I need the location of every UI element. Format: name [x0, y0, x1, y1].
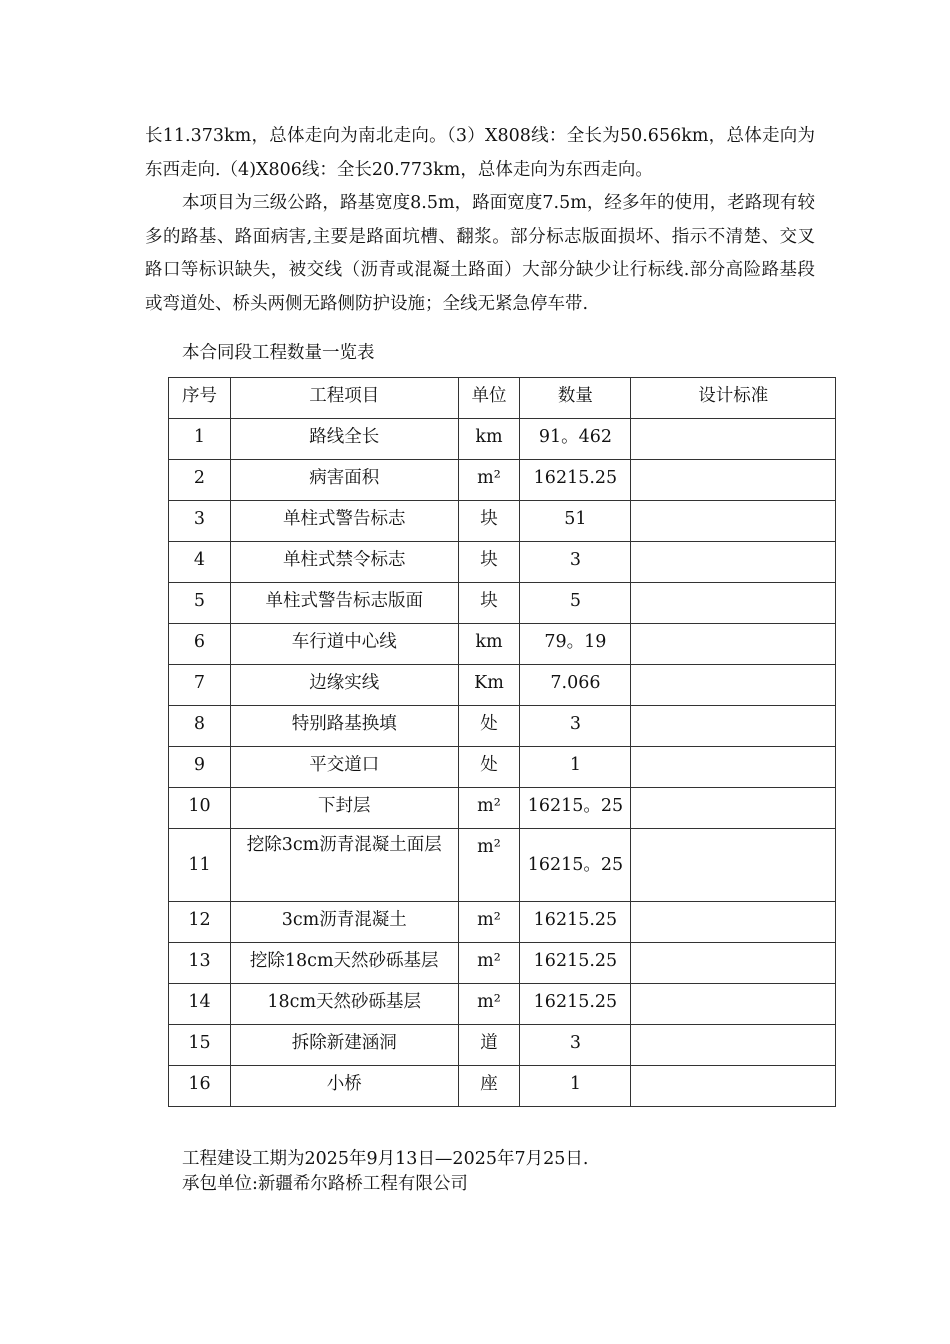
- cell-design-standard: [631, 501, 836, 542]
- table-row: [169, 1066, 836, 1107]
- cell-item: 18cm天然砂砾基层: [230, 984, 458, 1025]
- cell-quantity: 79。19: [520, 624, 631, 665]
- table-row: [169, 419, 836, 460]
- cell-item: 车行道中心线: [230, 624, 458, 665]
- cell-unit: m²: [458, 788, 520, 829]
- cell-index: 8: [169, 706, 231, 747]
- cell-unit: m²: [458, 984, 520, 1025]
- header-item: 工程项目: [230, 378, 458, 419]
- header-quantity: 数量: [520, 378, 631, 419]
- cell-item: 拆除新建涵洞: [230, 1025, 458, 1066]
- cell-index: 6: [169, 624, 231, 665]
- cell-item: 单柱式警告标志: [230, 501, 458, 542]
- cell-quantity: 3: [520, 1025, 631, 1066]
- cell-quantity: 16215.25: [520, 460, 631, 501]
- table-row: [169, 583, 836, 624]
- cell-item: 单柱式禁令标志: [230, 542, 458, 583]
- cell-unit: 块: [458, 583, 520, 624]
- table-row: [169, 788, 836, 829]
- cell-index: 4: [169, 542, 231, 583]
- cell-unit: m²: [458, 460, 520, 501]
- cell-item: 小桥: [230, 1066, 458, 1107]
- cell-quantity: 16215.25: [520, 943, 631, 984]
- table-caption: 本合同段工程数量一览表: [182, 343, 375, 363]
- cell-unit: m²: [458, 829, 520, 902]
- cell-quantity: 16215.25: [520, 902, 631, 943]
- table-row: [169, 624, 836, 665]
- paragraph-route-lengths: 长11.373km，总体走向为南北走向。（3）X808线：全长为50.656km，总体走向为东西走向.（4)X806线：全长20.773km，总体走向为东西走向。: [145, 126, 815, 180]
- cell-design-standard: [631, 460, 836, 501]
- cell-design-standard: [631, 624, 836, 665]
- table-body: [169, 419, 836, 1107]
- cell-item: 病害面积: [230, 460, 458, 501]
- cell-item: 挖除3cm沥青混凝土面层: [230, 829, 458, 902]
- cell-quantity: 51: [520, 501, 631, 542]
- cell-quantity: 3: [520, 706, 631, 747]
- cell-quantity: 16215.25: [520, 984, 631, 1025]
- cell-design-standard: [631, 706, 836, 747]
- cell-design-standard: [631, 943, 836, 984]
- cell-design-standard: [631, 583, 836, 624]
- table-row: [169, 747, 836, 788]
- table-row: [169, 829, 836, 902]
- table-row: [169, 902, 836, 943]
- table-row: [169, 943, 836, 984]
- cell-unit: m²: [458, 902, 520, 943]
- cell-unit: 道: [458, 1025, 520, 1066]
- cell-index: 7: [169, 665, 231, 706]
- cell-unit: 座: [458, 1066, 520, 1107]
- cell-quantity: 16215。25: [520, 829, 631, 902]
- cell-index: 15: [169, 1025, 231, 1066]
- table-row: [169, 501, 836, 542]
- cell-quantity: 7.066: [520, 665, 631, 706]
- quantity-table: [168, 377, 836, 1107]
- header-design-standard: 设计标准: [631, 378, 836, 419]
- cell-index: 3: [169, 501, 231, 542]
- cell-quantity: 1: [520, 747, 631, 788]
- table-header-row: [169, 378, 836, 419]
- cell-item: 挖除18cm天然砂砾基层: [230, 943, 458, 984]
- cell-design-standard: [631, 902, 836, 943]
- cell-index: 16: [169, 1066, 231, 1107]
- cell-unit: km: [458, 624, 520, 665]
- table-row: [169, 706, 836, 747]
- cell-quantity: 5: [520, 583, 631, 624]
- cell-design-standard: [631, 1025, 836, 1066]
- cell-unit: 处: [458, 747, 520, 788]
- paragraph-project-description: 本项目为三级公路，路基宽度8.5m，路面宽度7.5m，经多年的使用，老路现有较多的路基、路面病害,主要是路面坑槽、翻浆。部分标志版面损坏、指示不清楚、交叉路口等标识缺失，被交线（沥青或混凝土路面）大部分缺少让行标线.部分高险路基段或弯道处、桥头两侧无路侧防护设施；全线无紧急停车带.: [145, 193, 815, 314]
- cell-index: 14: [169, 984, 231, 1025]
- header-index: 序号: [169, 378, 231, 419]
- cell-index: 2: [169, 460, 231, 501]
- cell-unit: m²: [458, 943, 520, 984]
- table-row: [169, 1025, 836, 1066]
- table-row: [169, 542, 836, 583]
- cell-design-standard: [631, 419, 836, 460]
- cell-unit: Km: [458, 665, 520, 706]
- cell-index: 5: [169, 583, 231, 624]
- cell-design-standard: [631, 542, 836, 583]
- cell-quantity: 91。462: [520, 419, 631, 460]
- cell-index: 9: [169, 747, 231, 788]
- cell-design-standard: [631, 1066, 836, 1107]
- cell-unit: km: [458, 419, 520, 460]
- cell-index: 12: [169, 902, 231, 943]
- cell-index: 10: [169, 788, 231, 829]
- cell-item: 单柱式警告标志版面: [230, 583, 458, 624]
- cell-index: 11: [169, 829, 231, 902]
- header-unit: 单位: [458, 378, 520, 419]
- cell-item: 特别路基换填: [230, 706, 458, 747]
- cell-item: 路线全长: [230, 419, 458, 460]
- cell-design-standard: [631, 984, 836, 1025]
- contractor: 承包单位:新疆希尔路桥工程有限公司: [182, 1174, 468, 1194]
- cell-unit: 块: [458, 501, 520, 542]
- cell-unit: 块: [458, 542, 520, 583]
- construction-period: 工程建设工期为2025年9月13日—2025年7月25日.: [182, 1149, 589, 1169]
- cell-item: 下封层: [230, 788, 458, 829]
- cell-index: 1: [169, 419, 231, 460]
- cell-item: 3cm沥青混凝土: [230, 902, 458, 943]
- table-row: [169, 984, 836, 1025]
- cell-index: 13: [169, 943, 231, 984]
- cell-item: 平交道口: [230, 747, 458, 788]
- cell-quantity: 3: [520, 542, 631, 583]
- cell-design-standard: [631, 829, 836, 902]
- table-row: [169, 665, 836, 706]
- cell-item: 边缘实线: [230, 665, 458, 706]
- cell-design-standard: [631, 747, 836, 788]
- cell-quantity: 1: [520, 1066, 631, 1107]
- cell-design-standard: [631, 788, 836, 829]
- cell-unit: 处: [458, 706, 520, 747]
- table-row: [169, 460, 836, 501]
- cell-design-standard: [631, 665, 836, 706]
- cell-quantity: 16215。25: [520, 788, 631, 829]
